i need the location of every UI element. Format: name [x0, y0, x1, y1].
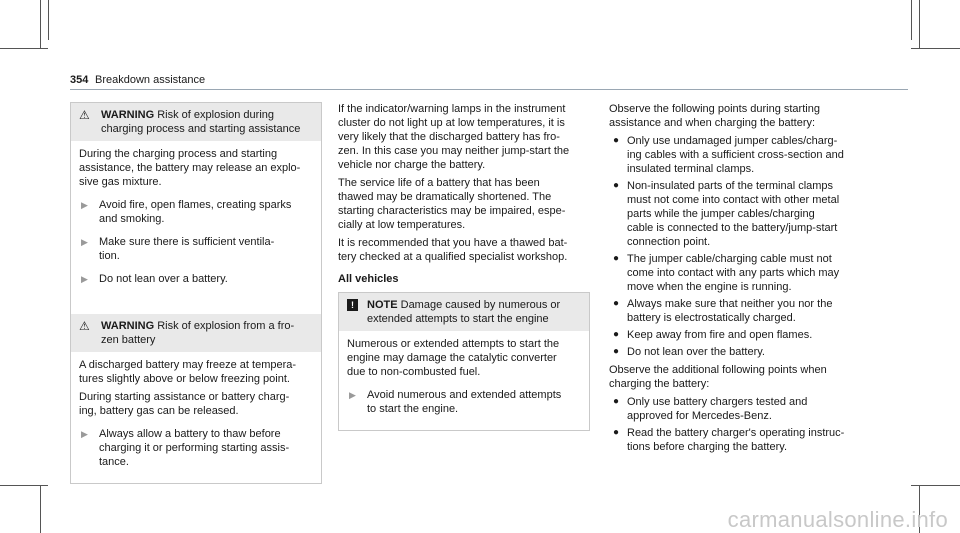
action-arrow-icon: ▶	[81, 200, 88, 210]
warning-title: zen battery	[101, 334, 156, 346]
header-rule	[70, 89, 908, 90]
paragraph: Observe the following points during starting assistance and when charging the battery:	[609, 103, 820, 129]
list-item: ● Do not lean over the battery.	[609, 345, 869, 359]
note-title: Damage caused by numerous or	[397, 299, 561, 311]
action-item: ▶ Avoid numerous and extended attempts to start the engine.	[349, 389, 562, 415]
crop-mark	[0, 48, 48, 49]
list-item: ● Always make sure that neither you nor the battery is electrostatically charged.	[609, 297, 869, 325]
paragraph: If the indicator/warning lamps in the instrument cluster do not light up at low temperatures, it is very likely that the discharged battery has fro- zen. In this case you may neither jump-start the vehicle nor charge the battery.	[338, 103, 570, 171]
bullet-list	[609, 395, 869, 454]
warning-title: Risk of explosion from a fro-	[154, 320, 295, 332]
spacer	[71, 300, 321, 314]
warning-header	[71, 103, 321, 141]
watermark: carmanualsonline.info	[727, 507, 948, 532]
crop-mark	[0, 485, 48, 486]
note-text: Numerous or extended attempts to start the engine may damage the catalytic converter due to non-combusted fuel.	[347, 338, 560, 378]
crop-mark	[40, 0, 41, 48]
paragraph: Observe the additional following points when charging the battery:	[609, 364, 827, 390]
crop-mark	[911, 485, 960, 486]
bullet-dot-icon: ●	[613, 253, 620, 264]
paragraph: It is recommended that you have a thawed bat- tery checked at a qualified specialist workshop.	[338, 237, 568, 263]
warning-title: charging process and starting assistance	[101, 123, 301, 135]
note-title: extended attempts to start the engine	[367, 313, 549, 325]
warning-title: Risk of explosion during	[154, 109, 275, 121]
warning-text: A discharged battery may freeze at tempera- tures slightly above or below freezing point.	[79, 359, 297, 385]
action-arrow-icon: ▶	[349, 390, 356, 400]
warning-label: WARNING	[101, 320, 155, 332]
bullet-dot-icon: ●	[613, 396, 620, 407]
warning-triangle-icon: ⚠	[79, 108, 90, 122]
bullet-dot-icon: ●	[613, 135, 620, 146]
list-item: ● The jumper cable/charging cable must not come into contact with any parts which may move when the engine is running.	[609, 252, 869, 294]
column-right	[609, 102, 869, 458]
warning-body	[71, 352, 321, 483]
warning-triangle-icon: ⚠	[79, 319, 90, 333]
action-arrow-icon: ▶	[81, 274, 88, 284]
bullet-dot-icon: ●	[613, 329, 620, 340]
warning-text: During starting assistance or battery charg- ing, battery gas can be released.	[79, 391, 290, 417]
action-item: ▶ Always allow a battery to thaw before charging it or performing starting assis- tance.	[81, 428, 290, 468]
warning-box-explosion-charging	[70, 102, 322, 484]
subheading-all-vehicles: All vehicles	[338, 273, 399, 285]
action-item: ▶ Avoid fire, open flames, creating sparks and smoking.	[81, 199, 292, 225]
warning-label: WARNING	[101, 109, 155, 121]
bullet-dot-icon: ●	[613, 298, 620, 309]
note-body	[339, 331, 589, 430]
note-label: NOTE	[367, 299, 398, 311]
bullet-dot-icon: ●	[613, 346, 620, 357]
column-left	[70, 102, 322, 484]
list-item: ● Only use undamaged jumper cables/charg- ing cables with a sufficient cross-section and insulated terminal clamps.	[609, 134, 869, 176]
warning-header	[71, 314, 321, 352]
list-item: ● Non-insulated parts of the terminal clamps must not come into contact with other metal parts while the jumper cables/charging cable is connected to the battery/jump-start connection point.	[609, 179, 869, 249]
paragraph: The service life of a battery that has been thawed may be dramatically shortened. The starting characteristics may be impaired, espe- cially at low temperatures.	[338, 177, 566, 231]
page-number: 354	[70, 74, 89, 86]
crop-mark	[911, 48, 960, 49]
action-item: ▶ Do not lean over a battery.	[81, 273, 228, 285]
note-box	[338, 292, 590, 431]
list-item: ● Read the battery charger's operating instruc- tions before charging the battery.	[609, 426, 869, 454]
list-item: ● Only use battery chargers tested and approved for Mercedes-Benz.	[609, 395, 869, 423]
action-arrow-icon: ▶	[81, 237, 88, 247]
list-item: ● Keep away from fire and open flames.	[609, 328, 869, 342]
action-item: ▶ Make sure there is sufficient ventila- tion.	[81, 236, 275, 262]
warning-text: During the charging process and starting assistance, the battery may release an explo- sive gas mixture.	[79, 148, 301, 188]
warning-body	[71, 141, 321, 300]
note-exclamation-icon: !	[347, 299, 358, 311]
crop-mark	[40, 485, 41, 533]
bullet-dot-icon: ●	[613, 427, 620, 438]
column-middle	[338, 102, 590, 431]
crop-mark	[911, 0, 912, 40]
crop-mark	[48, 0, 49, 40]
bullet-dot-icon: ●	[613, 180, 620, 191]
bullet-list	[609, 134, 869, 359]
crop-mark	[919, 0, 920, 48]
note-header	[339, 293, 589, 331]
action-arrow-icon: ▶	[81, 429, 88, 439]
section-title: Breakdown assistance	[95, 74, 206, 86]
